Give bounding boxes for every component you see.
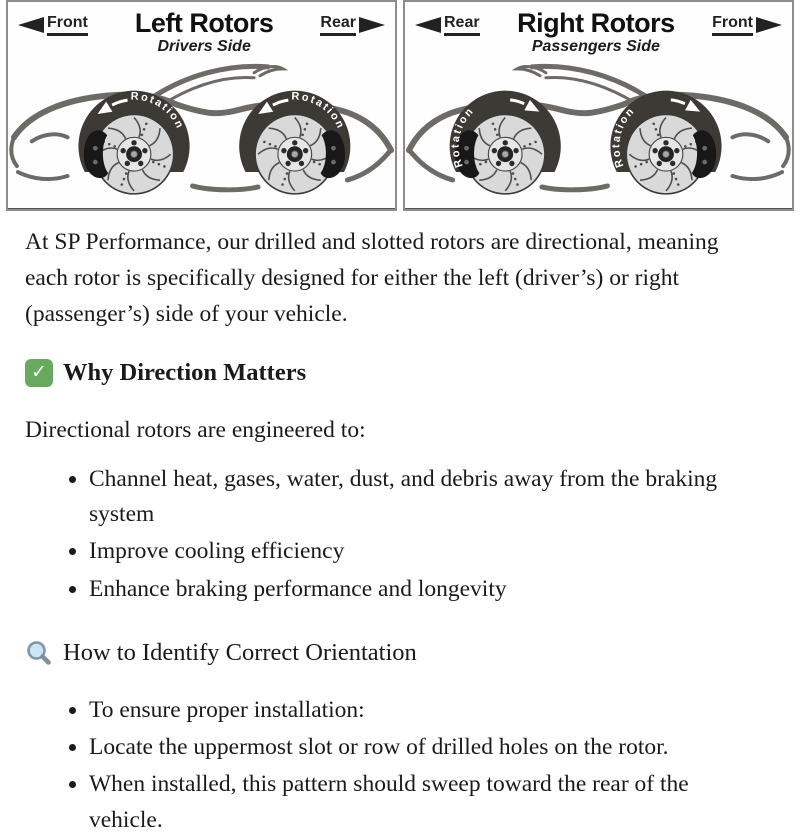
- rotation-label: Rotation: [610, 104, 638, 170]
- check-icon: ✓: [25, 359, 53, 387]
- section-heading-text: Why Direction Matters: [63, 358, 307, 386]
- rotation-label: Rotation: [291, 90, 347, 132]
- benefits-list: [25, 462, 780, 607]
- list-item: • Enhance braking performance and longevity: [89, 572, 754, 607]
- section-heading-orientation: [25, 639, 780, 667]
- rotor-direction-diagram: [6, 0, 794, 211]
- arrow-right-icon: [756, 17, 782, 33]
- section-heading-text: How to Identify Correct Orientation: [63, 638, 417, 666]
- magnifier-icon: [25, 639, 53, 667]
- direction-text: Rear: [320, 14, 356, 36]
- article-body: [0, 211, 800, 838]
- arrow-left-icon: [415, 17, 441, 33]
- left-panel-header: [8, 2, 395, 55]
- right-panel-title-block: [480, 10, 713, 56]
- list-item: • Improve cooling efficiency: [89, 534, 754, 569]
- car-sketch-right: [405, 50, 792, 209]
- rotation-label: Rotation: [449, 104, 477, 170]
- car-sketch-left: [8, 50, 395, 209]
- section-heading-why-direction-matters: [25, 359, 780, 387]
- left-panel-title-block: [88, 10, 321, 56]
- rotation-label: Rotation: [130, 90, 187, 132]
- panel-subtitle: Drivers Side: [157, 38, 251, 55]
- intro-paragraph: At SP Performance, our drilled and slotted rotors are directional, meaning each rotor is specifically designed for either the left (driver’s) or right (passenger’s) side of your vehicle.: [25, 228, 719, 327]
- rear-direction-label: [415, 14, 480, 36]
- direction-text: Front: [47, 14, 88, 36]
- front-direction-label: [18, 14, 88, 36]
- rear-direction-label: [320, 14, 385, 36]
- direction-text: Rear: [444, 14, 480, 36]
- panel-title: Right Rotors: [517, 8, 675, 38]
- orientation-list: [25, 693, 780, 838]
- list-item: • Locate the uppermost slot or row of drilled holes on the rotor.: [89, 730, 754, 765]
- list-item: • Channel heat, gases, water, dust, and debris away from the braking system: [89, 462, 754, 533]
- panel-subtitle: Passengers Side: [531, 38, 660, 55]
- arrow-left-icon: [18, 17, 44, 33]
- list-item: • To ensure proper installation:: [89, 693, 754, 728]
- direction-text: Front: [712, 14, 753, 36]
- front-direction-label: [712, 14, 782, 36]
- right-panel-header: [405, 2, 792, 55]
- arrow-right-icon: [359, 17, 385, 33]
- right-rotors-panel: [403, 0, 794, 211]
- list-item: • When installed, this pattern should sweep toward the rear of the vehicle.: [89, 767, 754, 838]
- panel-title: Left Rotors: [134, 8, 274, 38]
- left-rotors-panel: [6, 0, 397, 211]
- section-lead: Directional rotors are engineered to:: [25, 416, 366, 443]
